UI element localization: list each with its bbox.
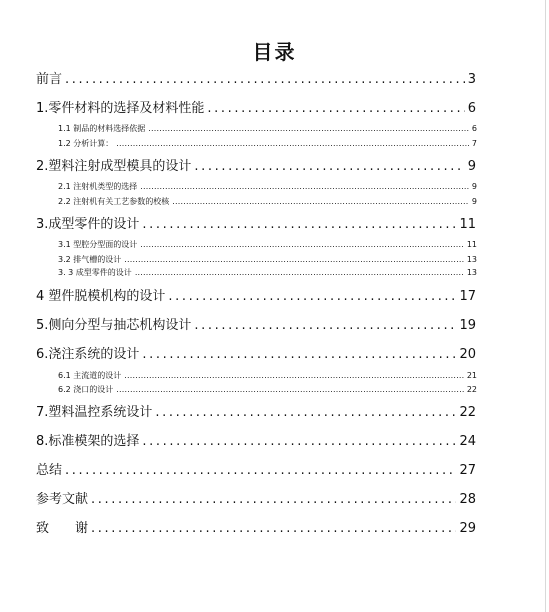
toc-entry-label: 1.2 分析计算： — [58, 139, 114, 148]
toc-entry[interactable] — [36, 491, 476, 509]
toc-entry[interactable] — [36, 462, 476, 480]
toc-entry-page: 29 — [459, 521, 476, 536]
toc-entry-label: 3.2 排气槽的设计 — [58, 255, 122, 264]
toc-entry-page: 11 — [466, 240, 477, 249]
toc-dot-leader — [194, 317, 456, 335]
toc-subentry[interactable] — [58, 254, 477, 266]
toc-entry-page: 28 — [459, 492, 476, 507]
toc-dot-leader — [148, 123, 469, 135]
toc-entry-label: 1.1 制品的材料选择依据 — [58, 124, 146, 133]
toc-dot-leader — [91, 520, 456, 538]
toc-dot-leader — [194, 158, 464, 176]
toc-entry-label: 4 塑件脱模机构的设计 — [36, 289, 166, 304]
toc-entry[interactable] — [36, 520, 476, 538]
toc-entry-label: 总结 — [36, 463, 63, 478]
toc-entry[interactable] — [36, 404, 476, 422]
toc-entry-label: 2.1 注射机类型的选择 — [58, 182, 138, 191]
toc-entry-page: 9 — [471, 182, 477, 191]
toc-entry-page: 3 — [467, 72, 476, 87]
toc-entry[interactable] — [36, 216, 476, 234]
toc-dot-leader — [140, 181, 469, 193]
toc-entry[interactable] — [36, 317, 476, 335]
toc-entry[interactable] — [36, 288, 476, 306]
toc-entry-page: 19 — [459, 318, 476, 333]
toc-dot-leader — [124, 254, 464, 266]
toc-dot-leader — [142, 346, 456, 364]
toc-dot-leader — [155, 404, 456, 422]
toc-entry-page: 21 — [466, 371, 477, 380]
toc-entry-label: 6.1 主流道的设计 — [58, 371, 122, 380]
toc-subentry[interactable] — [58, 196, 477, 208]
toc-dot-leader — [172, 196, 469, 208]
toc-entry-label: 参考文献 — [36, 492, 89, 507]
toc-subentry[interactable] — [58, 138, 477, 150]
toc-entry-page: 9 — [467, 159, 476, 174]
toc-entry-page: 13 — [466, 255, 477, 264]
toc-entry-label: 6.2 浇口的设计 — [58, 385, 114, 394]
toc-entry-label: 1.零件材料的选择及材料性能 — [36, 101, 205, 116]
toc-entry[interactable] — [36, 71, 476, 89]
toc-subentry[interactable] — [58, 267, 477, 279]
toc-dot-leader — [116, 384, 464, 396]
toc-entry-page: 24 — [459, 434, 476, 449]
toc-entry-label: 8.标准模架的选择 — [36, 434, 140, 449]
toc-subentry[interactable] — [58, 370, 477, 382]
toc-entry-label: 6.浇注系统的设计 — [36, 347, 140, 362]
toc-dot-leader — [65, 71, 465, 89]
toc-entry-page: 9 — [471, 197, 477, 206]
toc-dot-leader — [65, 462, 456, 480]
toc-entry-page: 6 — [467, 101, 476, 116]
toc-dot-leader — [140, 239, 464, 251]
toc-dot-leader — [142, 433, 456, 451]
toc-entry-page: 6 — [471, 124, 477, 133]
toc-entry[interactable] — [36, 158, 476, 176]
toc-entry-page: 27 — [459, 463, 476, 478]
toc-entry-label: 3.成型零件的设计 — [36, 217, 140, 232]
toc-entry-label: 2.2 注射机有关工艺参数的校核 — [58, 197, 170, 206]
toc-dot-leader — [91, 491, 456, 509]
toc-subentry[interactable] — [58, 123, 477, 135]
toc-dot-leader — [142, 216, 456, 234]
toc-entry-label: 7.塑料温控系统设计 — [36, 405, 153, 420]
toc-entry-page: 22 — [466, 385, 477, 394]
toc-entry-page: 20 — [459, 347, 476, 362]
toc-dot-leader — [124, 370, 464, 382]
toc-entry-page: 17 — [459, 289, 476, 304]
toc-entry[interactable] — [36, 100, 476, 118]
toc-entry-label: 2.塑料注射成型模具的设计 — [36, 159, 192, 174]
toc-subentry[interactable] — [58, 181, 477, 193]
toc-entry-label: 致 谢 — [36, 521, 89, 536]
toc-entry-page: 22 — [459, 405, 476, 420]
toc-dot-leader — [168, 288, 456, 306]
toc-entry-label: 3. 3 成型零件的设计 — [58, 268, 132, 277]
toc-title: 目录 — [252, 40, 297, 64]
toc-entry-page: 7 — [471, 139, 477, 148]
toc-subentry[interactable] — [58, 384, 477, 396]
toc-dot-leader — [135, 267, 464, 279]
toc-dot-leader — [207, 100, 464, 118]
toc-entry[interactable] — [36, 346, 476, 364]
toc-entry-label: 3.1 型腔分型面的设计 — [58, 240, 138, 249]
toc-entry[interactable] — [36, 433, 476, 451]
toc-subentry[interactable] — [58, 239, 477, 251]
toc-entry-page: 13 — [466, 268, 477, 277]
toc-entry-page: 11 — [459, 217, 476, 232]
toc-entry-label: 前言 — [36, 72, 63, 87]
toc-dot-leader — [116, 138, 469, 150]
toc-entry-label: 5.侧向分型与抽芯机构设计 — [36, 318, 192, 333]
